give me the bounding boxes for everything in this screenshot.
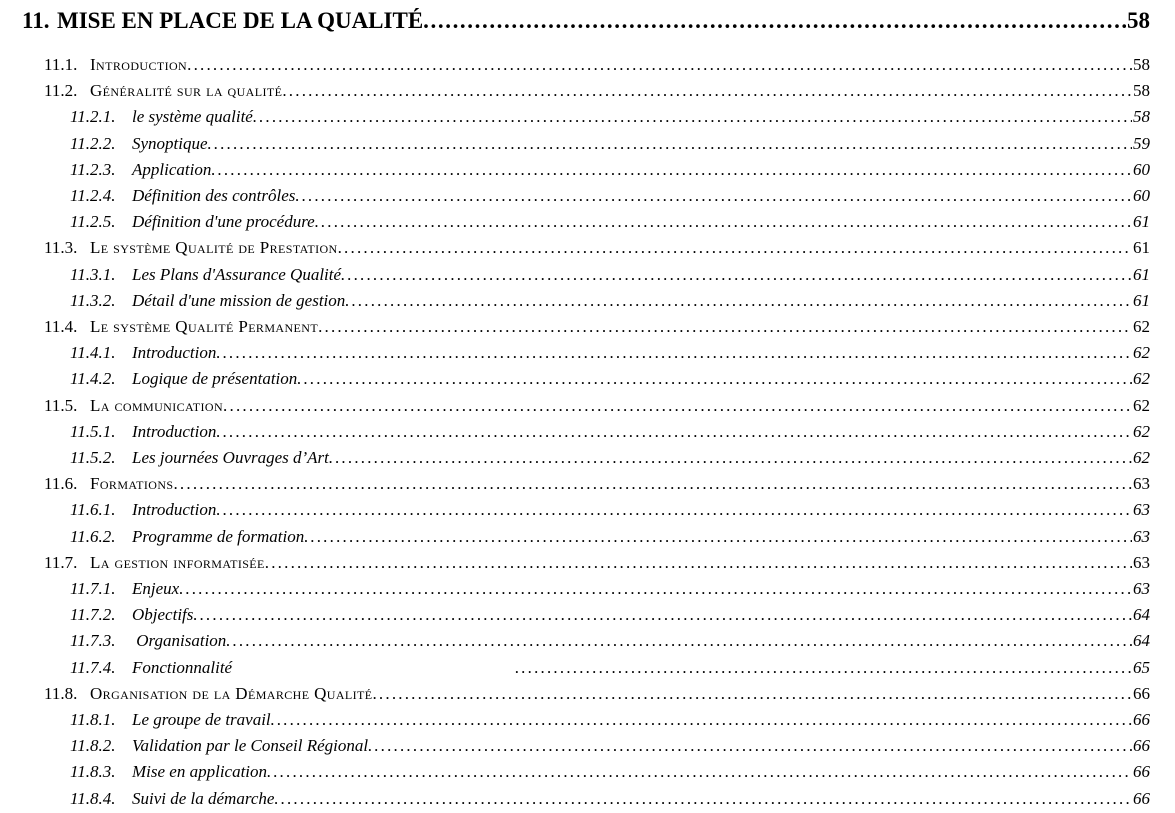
toc-entry-number: 11.8.1.: [70, 710, 116, 730]
toc-entry-label: Organisation: [132, 631, 227, 651]
toc-entry-page: 66: [1133, 710, 1150, 730]
toc-entry-page: 64: [1133, 605, 1150, 625]
toc-entry-number: 11.2.1.: [70, 107, 116, 127]
toc-entry-page: 61: [1133, 290, 1150, 310]
toc-entry-page: 62: [1133, 369, 1150, 389]
toc-entry-label: Les Plans d'Assurance Qualité: [132, 264, 342, 284]
toc-entry-page: 60: [1133, 159, 1150, 179]
toc-title-page: 58: [1127, 8, 1150, 33]
toc-entry-page: 65: [1133, 657, 1150, 677]
toc-entry-11-2[interactable]: [22, 78, 1150, 104]
toc-entry-number: 11.5.: [44, 395, 78, 415]
dot-leader: [179, 576, 1132, 602]
dot-leader: [372, 681, 1132, 707]
toc-entry-number: 11.7.1.: [70, 579, 116, 599]
toc-entry-page: 62: [1133, 317, 1150, 337]
toc-entry-page: 63: [1133, 579, 1150, 599]
toc-entry-label: Fonctionnalité: [132, 657, 233, 677]
toc-entry-number: 11.6.: [44, 474, 78, 494]
dot-leader: [187, 52, 1132, 78]
toc-entry-page: 58: [1133, 107, 1150, 127]
dot-leader: [304, 524, 1132, 550]
toc-entry-11-7-1[interactable]: [22, 576, 1150, 602]
toc-entry-number: 11.7.4.: [70, 657, 116, 677]
toc-entry-11-8-4[interactable]: [22, 786, 1150, 812]
toc-entry-page: 58: [1133, 81, 1150, 101]
toc-entry-page: 63: [1133, 474, 1150, 494]
toc-entry-page: 62: [1133, 343, 1150, 363]
toc-entry-number: 11.1.: [44, 55, 78, 74]
toc-entry-number: 11.8.4.: [70, 788, 116, 808]
toc-entry-page: 63: [1133, 552, 1150, 572]
toc-entry-number: 11.6.1.: [70, 500, 116, 520]
toc-entry-number: 11.3.: [44, 238, 78, 258]
toc-entry-11-2-1[interactable]: [22, 104, 1150, 130]
toc-entry-11-4-2[interactable]: [22, 366, 1150, 392]
dot-leader: [297, 366, 1132, 392]
toc-title-label: MISE EN PLACE DE LA QUALITÉ: [57, 8, 424, 33]
toc-entry-label: Introduction: [132, 343, 217, 363]
toc-entry-label: Introduction: [90, 55, 188, 74]
toc-entry-number: 11.5.2.: [70, 448, 116, 468]
toc-entry-11-5-2[interactable]: [22, 445, 1150, 471]
dot-leader: [208, 131, 1132, 157]
dot-leader: [338, 235, 1132, 261]
toc-title-number: 11.: [22, 8, 50, 33]
toc-entry-label: Objectifs: [132, 605, 194, 625]
toc-entry-number: 11.7.3.: [70, 631, 116, 651]
dot-leader: [329, 445, 1132, 471]
dot-leader: [282, 78, 1132, 104]
toc-entry-label: Le groupe de travail: [132, 710, 271, 730]
dot-leader: [267, 759, 1132, 785]
toc-entry-page: 58: [1133, 55, 1150, 74]
dot-leader: [341, 262, 1132, 288]
toc-entry-label: Le système Qualité de Prestation: [90, 238, 338, 258]
toc-entry-number: 11.4.1.: [70, 343, 116, 363]
toc-entry-11-7-4[interactable]: [22, 655, 1150, 681]
toc-entry-page: 63: [1133, 526, 1150, 546]
toc-entry-label: Logique de présentation: [132, 369, 298, 389]
toc-entry-11-8-2[interactable]: [22, 733, 1150, 759]
toc-entry-number: 11.2.: [44, 81, 78, 101]
toc-entry-11-6-2[interactable]: [22, 524, 1150, 550]
toc-entry-11-3-2[interactable]: [22, 288, 1150, 314]
toc-entry-label: Introduction: [132, 500, 217, 520]
toc-entry-11-3[interactable]: [22, 235, 1150, 261]
toc-entry-number: 11.2.4.: [70, 186, 116, 206]
toc-entry-label: La gestion informatisée: [90, 552, 265, 572]
toc-entry-label: Le système Qualité Permanent: [90, 317, 319, 337]
toc-entry-number: 11.6.2.: [70, 526, 116, 546]
toc-entry-label: Détail d'une mission de gestion: [132, 290, 346, 310]
toc-entry-number: 11.3.1.: [70, 264, 116, 284]
toc-entry-label: Enjeux: [132, 579, 180, 599]
toc-entry-number: 11.2.5.: [70, 212, 116, 232]
toc-entry-number: 11.8.2.: [70, 736, 116, 756]
toc-entry-page: 64: [1133, 631, 1150, 651]
toc-entry-number: 11.4.: [44, 317, 78, 337]
toc-entry-label: Les journées Ouvrages d’Art: [132, 448, 329, 468]
toc-entry-11-8[interactable]: [22, 681, 1150, 707]
toc-entry-number: 11.7.2.: [70, 605, 116, 625]
toc-entry-label: Suivi de la démarche: [132, 788, 275, 808]
toc-entry-11-4[interactable]: [22, 314, 1150, 340]
toc-entry-11-4-1[interactable]: [22, 340, 1150, 366]
toc-entry-label: La communication: [90, 395, 224, 415]
toc-title-row[interactable]: [22, 6, 1150, 36]
toc-entry-label: le système qualité: [132, 107, 253, 127]
dot-leader: [423, 6, 1126, 36]
dot-leader: [253, 104, 1132, 130]
toc-entry-number: 11.2.2.: [70, 133, 116, 153]
toc-entry-11-1[interactable]: [22, 52, 1150, 78]
toc-entry-page: 66: [1133, 788, 1150, 808]
toc-entry-11-2-4[interactable]: [22, 183, 1150, 209]
toc-entry-label: Formations: [90, 474, 174, 494]
dot-leader: [193, 602, 1132, 628]
dot-leader: [265, 550, 1132, 576]
toc-entry-page: 60: [1133, 186, 1150, 206]
toc-entry-number: 11.8.3.: [70, 762, 116, 782]
toc-entry-11-2-2[interactable]: [22, 131, 1150, 157]
toc-entry-page: 61: [1133, 212, 1150, 232]
toc-entry-page: 66: [1133, 762, 1150, 782]
toc-entry-label: Organisation de la Démarche Qualité: [90, 683, 373, 703]
dot-leader: [368, 733, 1132, 759]
toc-entry-label: Introduction: [132, 421, 217, 441]
toc-entry-page: 63: [1133, 500, 1150, 520]
toc-entry-label: Programme de formation: [132, 526, 305, 546]
dot-leader: [515, 655, 1132, 681]
toc-entry-page: 61: [1133, 238, 1150, 258]
dot-leader: [216, 340, 1132, 366]
toc-entry-page: 61: [1133, 264, 1150, 284]
dot-leader: [173, 471, 1132, 497]
toc-entry-number: 11.3.2.: [70, 290, 116, 310]
toc-entry-11-8-3[interactable]: [22, 759, 1150, 785]
toc-entry-number: 11.2.3.: [70, 159, 116, 179]
dot-leader: [318, 314, 1132, 340]
toc-entry-label: Définition des contrôles: [132, 186, 296, 206]
toc-entry-label: Application: [132, 159, 212, 179]
dot-leader: [216, 419, 1132, 445]
toc-entry-11-6[interactable]: [22, 471, 1150, 497]
toc-entry-number: 11.7.: [44, 552, 78, 572]
toc-entry-page: 62: [1133, 448, 1150, 468]
toc-entry-11-5[interactable]: [22, 393, 1150, 419]
dot-leader: [211, 157, 1132, 183]
toc-entry-label: Validation par le Conseil Régional: [132, 736, 369, 756]
toc-entry-page: 62: [1133, 421, 1150, 441]
toc-entry-11-7-3[interactable]: [22, 628, 1150, 654]
dot-leader: [223, 393, 1132, 419]
dot-leader: [216, 497, 1132, 523]
toc-entry-11-5-1[interactable]: [22, 419, 1150, 445]
toc-entry-label: Définition d'une procédure: [132, 212, 315, 232]
dot-leader: [271, 707, 1132, 733]
toc-entry-label: Mise en application: [132, 762, 268, 782]
toc-entry-11-2-5[interactable]: [22, 209, 1150, 235]
toc-entry-11-8-1[interactable]: [22, 707, 1150, 733]
toc-entry-number: 11.4.2.: [70, 369, 116, 389]
toc-entry-page: 66: [1133, 736, 1150, 756]
dot-leader: [345, 288, 1132, 314]
toc-entry-11-6-1[interactable]: [22, 497, 1150, 523]
dot-leader: [295, 183, 1132, 209]
toc-entry-page: 66: [1133, 683, 1150, 703]
toc-entry-page: 59: [1133, 133, 1150, 153]
dot-leader: [315, 209, 1132, 235]
toc-entry-page: 62: [1133, 395, 1150, 415]
dot-leader: [226, 628, 1132, 654]
toc-entry-11-7-2[interactable]: [22, 602, 1150, 628]
toc-entry-label: Généralité sur la qualité: [90, 81, 283, 101]
toc-entry-label: Synoptique: [132, 133, 208, 153]
toc-entry-11-7[interactable]: [22, 550, 1150, 576]
dot-leader: [274, 786, 1132, 812]
toc-entry-number: 11.5.1.: [70, 421, 116, 441]
toc-entry-11-2-3[interactable]: [22, 157, 1150, 183]
toc-entry-number: 11.8.: [44, 683, 78, 703]
toc-entry-11-3-1[interactable]: [22, 262, 1150, 288]
